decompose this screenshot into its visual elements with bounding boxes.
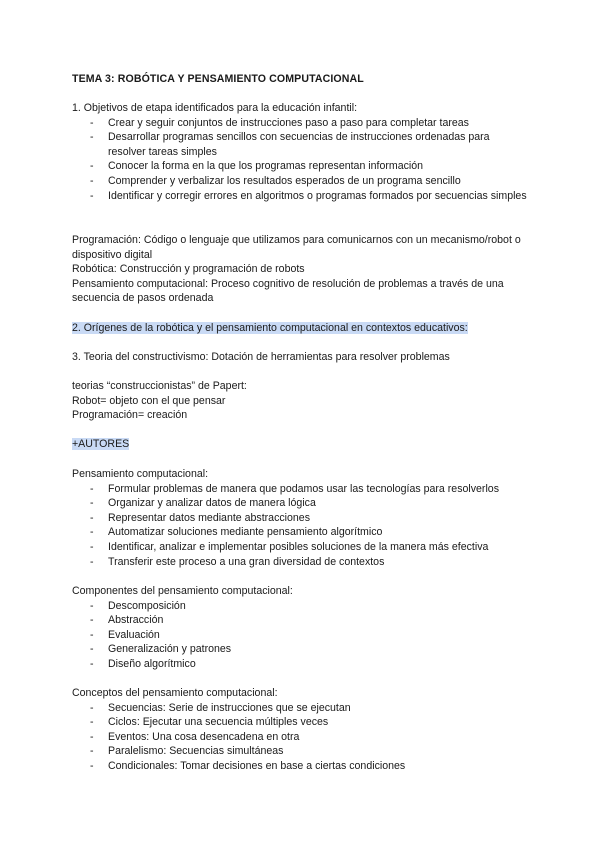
section-heading: Componentes del pensamiento computacional: [72, 585, 293, 597]
conceptos-list [72, 701, 528, 774]
list-item: - Diseño algorítmico [72, 657, 528, 672]
componentes-list [72, 599, 528, 672]
papert-line: teorias “construccionistas” de Papert: [72, 380, 247, 392]
section-objetivos [72, 101, 528, 203]
section-constructivismo [72, 350, 528, 365]
papert-line: Programación= creación [72, 409, 188, 422]
section-origenes [72, 321, 528, 336]
list-item: - Formular problemas de manera que podamos usar las tecnologías para resolverlos [72, 482, 528, 497]
section-heading: Conceptos del pensamiento computacional: [72, 687, 278, 699]
list-item: - Generalización y patrones [72, 642, 528, 657]
list-item: - Representar datos mediante abstracciones [72, 511, 528, 526]
list-item: - Secuencias: Serie de instrucciones que se ejecutan [72, 701, 528, 716]
papert-line: Robot= objeto con el que pensar [72, 394, 226, 407]
objetivos-list [72, 116, 528, 204]
pensamiento-list [72, 482, 528, 570]
definition-pensamiento: Pensamiento computacional: Proceso cognitivo de resolución de problemas a través de una secuencia de pasos ordenada [72, 277, 504, 305]
autores-highlight: +AUTORES [72, 438, 130, 450]
papert-block [72, 379, 528, 423]
section-componentes [72, 584, 528, 672]
list-item: - Desarrollar programas sencillos con secuencias de instrucciones ordenadas para resolver tareas simples [72, 130, 528, 159]
list-item: - Eventos: Una cosa desencadena en otra [72, 730, 528, 745]
definition-robotica: Robótica: Construcción y programación de robots [72, 263, 305, 276]
section-heading: Pensamiento computacional: [72, 468, 209, 480]
definition-programacion: Programación: Código o lenguaje que utilizamos para comunicarnos con un mecanismo/robot o dispositivo digital [72, 234, 521, 261]
list-item: - Condicionales: Tomar decisiones en base a ciertas condiciones [72, 759, 528, 774]
list-item: - Conocer la forma en la que los programas representan información [72, 159, 528, 174]
section-heading: 3. Teoria del constructivismo: Dotación de herramientas para resolver problemas [72, 351, 450, 363]
list-item: - Crear y seguir conjuntos de instrucciones paso a paso para completar tareas [72, 116, 528, 131]
definitions [72, 233, 528, 306]
list-item: - Transferir este proceso a una gran diversidad de contextos [72, 555, 528, 570]
list-item: - Automatizar soluciones mediante pensamiento algorítmico [72, 525, 528, 540]
section-conceptos [72, 686, 528, 774]
list-item: - Comprender y verbalizar los resultados esperados de un programa sencillo [72, 174, 528, 189]
section-heading: 1. Objetivos de etapa identificados para la educación infantil: [72, 102, 358, 114]
list-item: - Identificar, analizar e implementar posibles soluciones de la manera más efectiva [72, 540, 528, 555]
list-item: - Identificar y corregir errores en algoritmos o programas formados por secuencias simples [72, 189, 528, 204]
document-title: TEMA 3: ROBÓTICA Y PENSAMIENTO COMPUTACIONAL [72, 73, 364, 85]
list-item: - Descomposición [72, 599, 528, 614]
autores-block [72, 437, 528, 452]
list-item: - Evaluación [72, 628, 528, 643]
section-pensamiento [72, 467, 528, 569]
list-item: - Organizar y analizar datos de manera lógica [72, 496, 528, 511]
list-item: - Abstracción [72, 613, 528, 628]
list-item: - Paralelismo: Secuencias simultáneas [72, 744, 528, 759]
highlighted-heading: 2. Orígenes de la robótica y el pensamiento computacional en contextos educativos: [72, 322, 468, 334]
list-item: - Ciclos: Ejecutar una secuencia múltiples veces [72, 715, 528, 730]
